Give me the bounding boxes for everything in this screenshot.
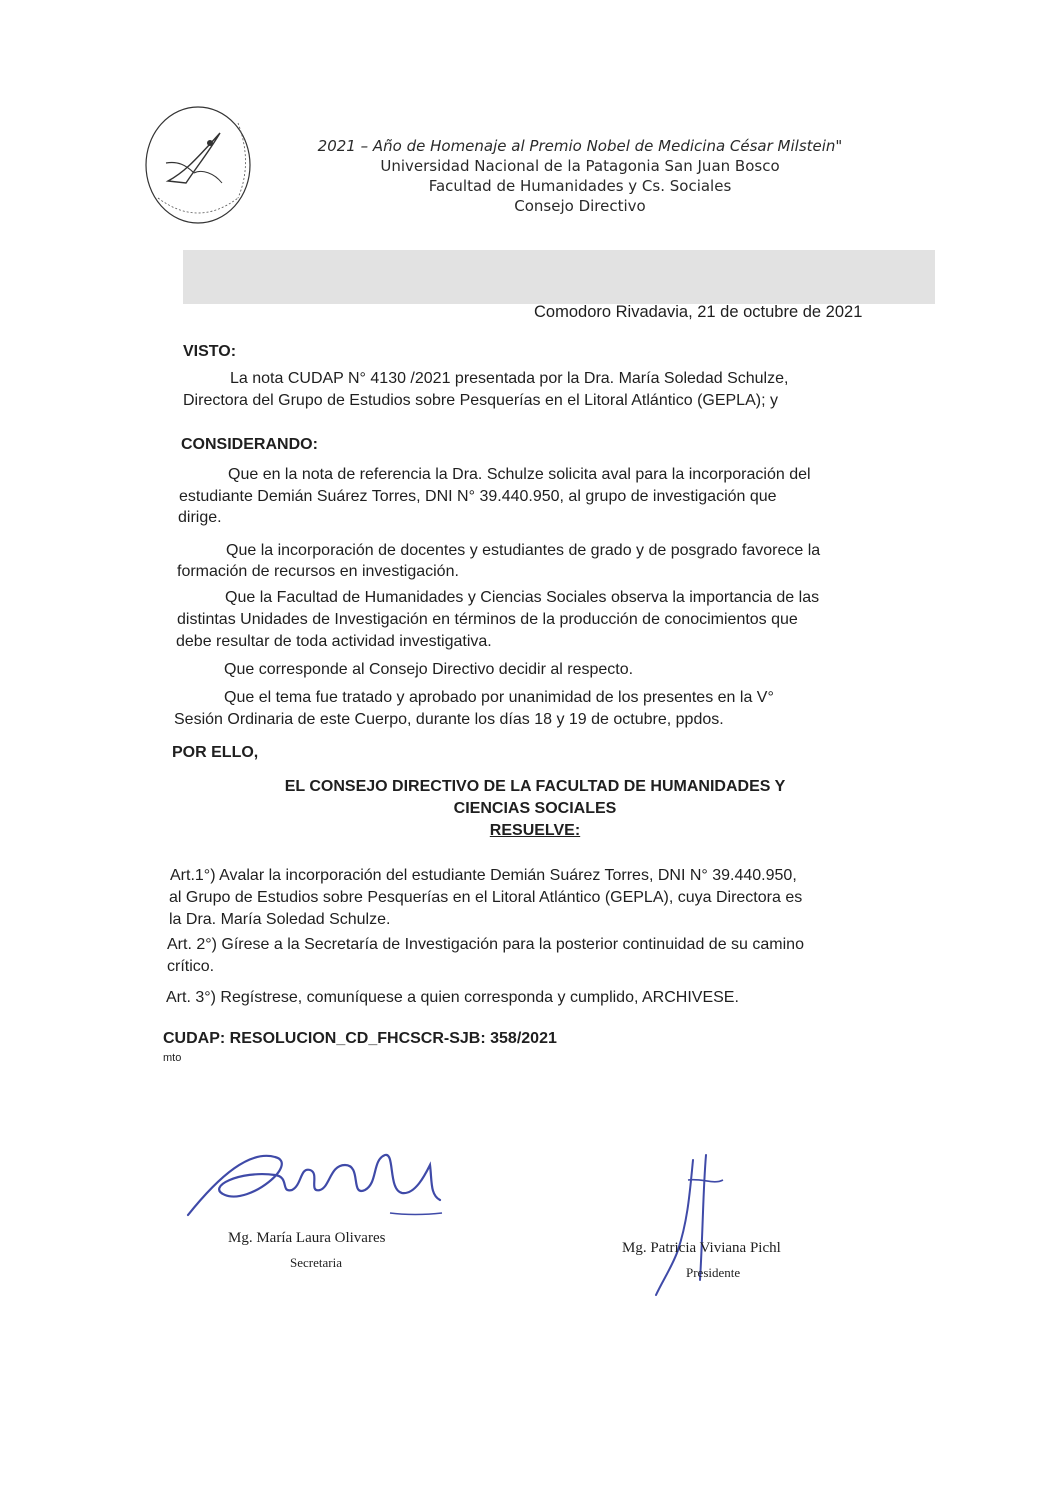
redacted-band	[183, 250, 935, 304]
considerando-line: Sesión Ordinaria de este Cuerpo, durante los días 18 y 19 de octubre, ppdos.	[174, 711, 724, 728]
letterhead-faculty: Facultad de Humanidades y Cs. Sociales	[428, 177, 732, 195]
letterhead	[300, 136, 860, 216]
considerando-line: debe resultar de toda actividad investigativa.	[176, 633, 492, 650]
considerando-line: Que corresponde al Consejo Directivo decidir al respecto.	[224, 661, 634, 678]
signer-name-right: Mg. Patricia Viviana Pichl	[622, 1240, 781, 1256]
considerando-line: Que la Facultad de Humanidades y Ciencias Sociales observa la importancia de las	[225, 589, 820, 606]
visto-label: VISTO:	[183, 343, 237, 360]
signature-olivares	[180, 1135, 460, 1230]
considerando-line: distintas Unidades de Investigación en términos de la producción de conocimientos que	[177, 611, 798, 628]
considerando-line: Que el tema fue tratado y aprobado por unanimidad de los presentes en la V°	[224, 689, 774, 706]
considerando-line: estudiante Demián Suárez Torres, DNI N° 39.440.950, al grupo de investigación que	[179, 488, 777, 505]
signer-role-left: Secretaria	[290, 1255, 342, 1270]
letterhead-motto: 2021 – Año de Homenaje al Premio Nobel de Medicina César Milstein"	[317, 137, 843, 155]
letterhead-university: Universidad Nacional de la Patagonia San Juan Bosco	[380, 157, 780, 175]
visto-line-1: La nota CUDAP N° 4130 /2021 presentada por la Dra. María Soledad Schulze,	[230, 370, 789, 387]
resuelve-heading: RESUELVE:	[489, 822, 581, 839]
article-line: Art. 3°) Regístrese, comuníquese a quien corresponda y cumplido, ARCHIVESE.	[166, 989, 739, 1006]
considerando-label: CONSIDERANDO:	[181, 436, 318, 453]
article-line: la Dra. María Soledad Schulze.	[169, 911, 391, 928]
por-ello-label: POR ELLO,	[172, 744, 259, 761]
article-line: al Grupo de Estudios sobre Pesquerías en el Litoral Atlántico (GEPLA), cuya Directora es	[169, 889, 803, 906]
article-line: Art. 2°) Gírese a la Secretaría de Investigación para la posterior continuidad de su camino	[167, 936, 804, 953]
letterhead-council: Consejo Directivo	[514, 197, 646, 215]
considerando-line: dirige.	[178, 509, 222, 526]
council-heading-line-1: EL CONSEJO DIRECTIVO DE LA FACULTAD DE HUMANIDADES Y	[284, 778, 786, 795]
signer-name-left: Mg. María Laura Olivares	[228, 1230, 386, 1246]
article-line: crítico.	[167, 958, 215, 975]
initials: mto	[163, 1052, 182, 1064]
article-line: Art.1°) Avalar la incorporación del estudiante Demián Suárez Torres, DNI N° 39.440.950,	[170, 867, 797, 884]
considerando-line: Que en la nota de referencia la Dra. Schulze solicita aval para la incorporación del	[228, 466, 811, 483]
signer-role-right: Presidente	[686, 1265, 741, 1280]
considerando-line: formación de recursos en investigación.	[177, 563, 459, 580]
document-date: Comodoro Rivadavia, 21 de octubre de 2021	[534, 303, 863, 321]
council-heading-line-2: CIENCIAS SOCIALES	[453, 800, 617, 817]
considerando-line: Que la incorporación de docentes y estudiantes de grado y de posgrado favorece la	[226, 542, 821, 559]
cudap-reference: CUDAP: RESOLUCION_CD_FHCSCR-SJB: 358/2021	[163, 1030, 557, 1047]
university-seal-logo	[138, 103, 258, 233]
visto-line-2: Directora del Grupo de Estudios sobre Pesquerías en el Litoral Atlántico (GEPLA); y	[183, 392, 778, 409]
